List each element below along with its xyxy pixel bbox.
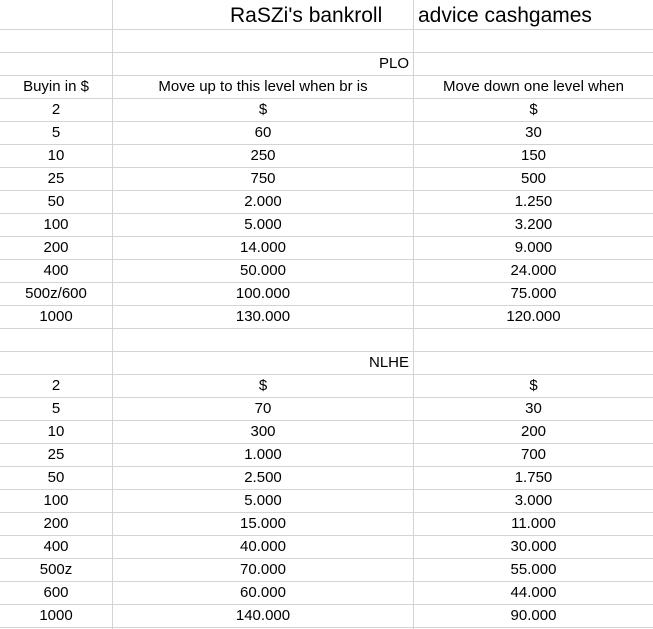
sheet-title[interactable]: RaSZi's bankroll [230, 4, 383, 27]
move-up-cell[interactable]: $ [258, 377, 268, 394]
table-row [0, 444, 653, 467]
table-row [0, 467, 653, 490]
buyin-cell[interactable]: 25 [47, 446, 65, 463]
buyin-cell[interactable]: 25 [47, 170, 65, 187]
move-up-cell[interactable]: 60.000 [240, 584, 286, 601]
buyin-cell[interactable]: 1000 [39, 308, 73, 325]
move-down-cell[interactable]: 30 [525, 124, 542, 141]
table-row [0, 559, 653, 582]
table-row [0, 306, 653, 329]
move-up-cell[interactable]: 5.000 [244, 216, 282, 233]
move-down-cell[interactable]: 55.000 [510, 561, 557, 578]
table-row [0, 168, 653, 191]
header-row [0, 76, 653, 99]
table-row [0, 214, 653, 237]
section-row-plo [0, 53, 653, 76]
move-down-cell[interactable]: 90.000 [510, 607, 557, 624]
nlhe-table-body [0, 375, 653, 628]
buyin-cell[interactable]: 500z/600 [25, 285, 87, 302]
buyin-cell[interactable]: 200 [43, 239, 69, 256]
buyin-cell[interactable]: 500z [39, 561, 73, 578]
move-down-cell[interactable]: 1.250 [514, 193, 553, 210]
table-row [0, 237, 653, 260]
table-row [0, 398, 653, 421]
buyin-cell[interactable]: 100 [43, 492, 69, 509]
table-row [0, 513, 653, 536]
table-row [0, 536, 653, 559]
move-up-cell[interactable]: 50.000 [240, 262, 286, 279]
buyin-cell[interactable]: 10 [47, 147, 65, 164]
buyin-cell[interactable]: 2 [51, 101, 61, 118]
move-up-cell[interactable]: 130.000 [235, 308, 291, 325]
header-move-down[interactable]: Move down one level when [443, 78, 624, 95]
move-up-cell[interactable]: 15.000 [240, 515, 286, 532]
table-row [0, 605, 653, 628]
move-down-cell[interactable]: 44.000 [510, 584, 557, 601]
buyin-cell[interactable]: 400 [43, 538, 69, 555]
buyin-cell[interactable]: 1000 [39, 607, 73, 624]
plo-table-body [0, 99, 653, 329]
move-down-cell[interactable]: 30.000 [510, 538, 557, 555]
move-up-cell[interactable]: 2.000 [244, 193, 282, 210]
empty-row [0, 30, 653, 53]
table-row [0, 145, 653, 168]
move-down-cell[interactable]: 24.000 [510, 262, 557, 279]
table-row [0, 283, 653, 306]
section-label-nlhe[interactable]: NLHE [368, 354, 409, 371]
table-row [0, 122, 653, 145]
buyin-cell[interactable]: 5 [51, 400, 61, 417]
header-buyin[interactable]: Buyin in $ [23, 78, 89, 95]
move-down-cell[interactable]: 500 [520, 170, 547, 187]
buyin-cell[interactable]: 400 [43, 262, 69, 279]
table-row [0, 191, 653, 214]
buyin-cell[interactable]: 50 [47, 193, 65, 210]
table-row [0, 582, 653, 605]
table-row [0, 260, 653, 283]
buyin-cell[interactable]: 10 [47, 423, 65, 440]
table-row [0, 421, 653, 444]
move-down-cell[interactable]: 150 [520, 147, 547, 164]
move-down-cell[interactable]: 3.000 [514, 492, 553, 509]
move-up-cell[interactable]: 14.000 [240, 239, 286, 256]
move-down-cell[interactable]: 11.000 [511, 515, 556, 532]
move-up-cell[interactable]: 750 [250, 170, 276, 187]
move-down-cell[interactable]: $ [529, 101, 538, 118]
table-row [0, 490, 653, 513]
move-down-cell[interactable]: 120.000 [506, 308, 561, 325]
buyin-cell[interactable]: 200 [43, 515, 69, 532]
move-up-cell[interactable]: 40.000 [240, 538, 286, 555]
section-row-nlhe [0, 352, 653, 375]
move-up-cell[interactable]: 140.000 [235, 607, 291, 624]
empty-row [0, 329, 653, 352]
move-up-cell[interactable]: 5.000 [244, 492, 282, 509]
buyin-cell[interactable]: 50 [47, 469, 65, 486]
move-down-cell[interactable]: 3.200 [514, 216, 553, 233]
section-label-plo[interactable]: PLO [378, 55, 409, 72]
move-up-cell[interactable]: 70 [254, 400, 272, 417]
move-up-cell[interactable]: 1.000 [244, 446, 282, 463]
header-move-up[interactable]: Move up to this level when br is [158, 78, 368, 95]
table-row [0, 375, 653, 398]
buyin-cell[interactable]: 600 [43, 584, 69, 601]
move-down-cell[interactable]: 30 [525, 400, 542, 417]
move-up-cell[interactable]: $ [258, 101, 268, 118]
move-down-cell[interactable]: $ [529, 377, 538, 394]
move-up-cell[interactable]: 300 [250, 423, 276, 440]
table-row [0, 99, 653, 122]
move-down-cell[interactable]: 9.000 [514, 239, 553, 256]
move-down-cell[interactable]: 700 [520, 446, 547, 463]
move-up-cell[interactable]: 2.500 [244, 469, 282, 486]
move-up-cell[interactable]: 60 [254, 124, 272, 141]
move-down-cell[interactable]: 75.000 [510, 285, 557, 302]
buyin-cell[interactable]: 5 [51, 124, 61, 141]
move-up-cell[interactable]: 250 [250, 147, 276, 164]
move-up-cell[interactable]: 70.000 [240, 561, 286, 578]
sheet-title-continued[interactable]: advice cashgames [418, 4, 592, 27]
move-up-cell[interactable]: 100.000 [235, 285, 291, 302]
buyin-cell[interactable]: 100 [43, 216, 69, 233]
buyin-cell[interactable]: 2 [51, 377, 61, 394]
move-down-cell[interactable]: 1.750 [514, 469, 553, 486]
move-down-cell[interactable]: 200 [520, 423, 547, 440]
title-row [0, 0, 653, 30]
